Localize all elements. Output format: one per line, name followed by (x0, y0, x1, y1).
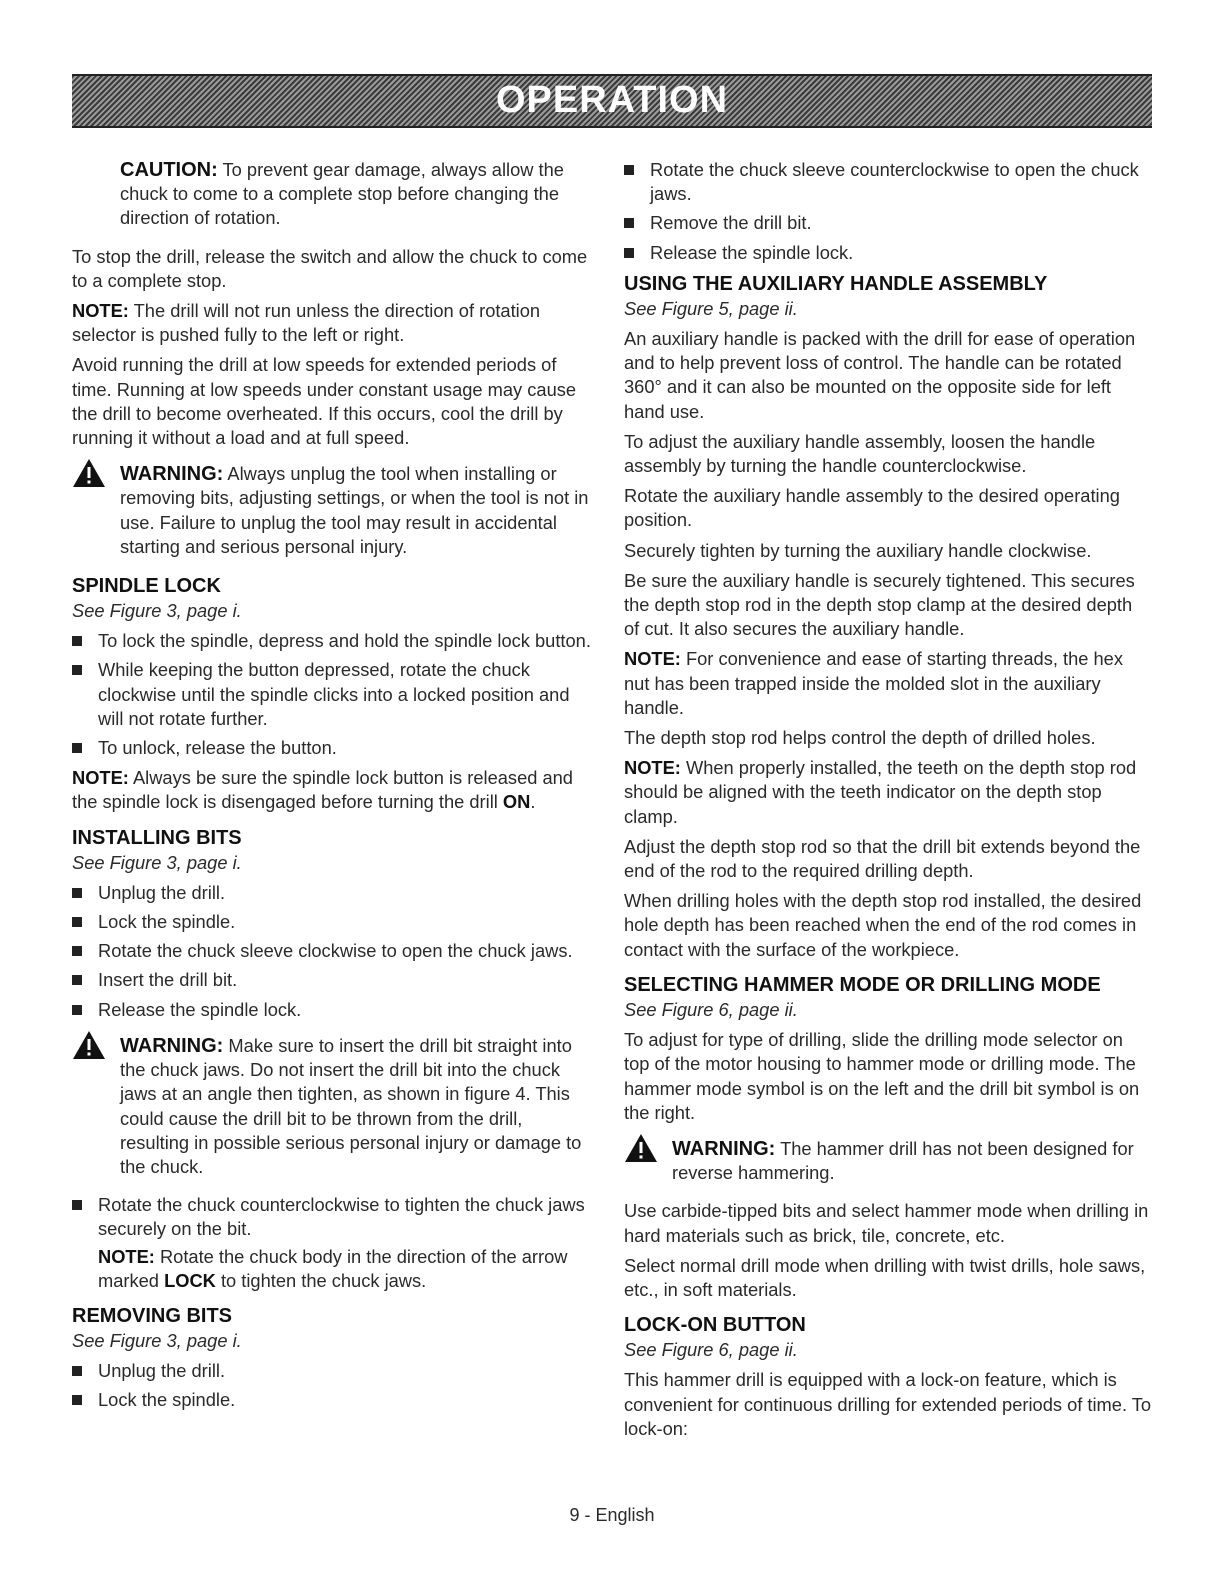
warning-label: WARNING: (120, 463, 224, 486)
right-column (624, 158, 1152, 1447)
figure-reference: See Figure 6, page ii. (624, 1339, 798, 1361)
figure-reference: See Figure 3, page i. (72, 851, 242, 873)
on-label: ON (502, 791, 531, 813)
warning-block (72, 1034, 592, 1179)
section-banner (72, 74, 1152, 128)
section-heading: SPINDLE LOCK (72, 575, 221, 598)
note-block (72, 1245, 592, 1293)
note-text: Rotate the chuck body in the direction of the arrow marked (98, 1245, 568, 1291)
list-item: Release the spindle lock. (624, 241, 1152, 265)
paragraph: When drilling holes with the depth stop rod installed, the desired hole depth has been reached when the end of the rod comes in contact with the surface of the workpiece. (624, 890, 1142, 960)
caution-block (72, 158, 592, 231)
paragraph: Securely tighten by turning the auxiliary handle clockwise. (624, 539, 1092, 561)
list-item: Lock the spindle. (72, 910, 592, 934)
warning-text: Always unplug the tool when installing or removing bits, adjusting settings, or when the tool is not in use. Failure to unplug the tool may result in accidental starting and serious personal injury. (120, 463, 589, 557)
paragraph: Be sure the auxiliary handle is securely tightened. This secures the depth stop rod in the depth stop clamp at the desired depth of cut. It also secures the auxiliary handle. (624, 569, 1135, 640)
note-label: NOTE: (72, 767, 129, 789)
list-item: Release the spindle lock. (72, 998, 592, 1022)
warning-text: The hammer drill has not been designed for reverse hammering. (672, 1137, 1134, 1184)
note-text: Always be sure the spindle lock button is released and the spindle lock is disengaged before turning the drill (72, 767, 573, 813)
paragraph: To adjust the auxiliary handle assembly, loosen the handle assembly by turning the handle counterclockwise. (624, 430, 1096, 477)
list-item: Remove the drill bit. (624, 211, 1152, 235)
lock-label: LOCK (164, 1269, 216, 1291)
note-block (72, 299, 592, 347)
left-column (72, 158, 592, 1419)
warning-triangle-icon (72, 1030, 106, 1060)
list-item: Lock the spindle. (72, 1388, 592, 1412)
note-label: NOTE: (624, 648, 681, 670)
bullet-list (72, 1193, 592, 1241)
page-footer: 9 - English (569, 1505, 655, 1525)
warning-block (624, 1137, 1152, 1185)
bullet-list (72, 1359, 592, 1412)
paragraph: This hammer drill is equipped with a lock-on feature, which is convenient for continuous drilling for extended periods of time. To lock-on: (624, 1369, 1152, 1439)
section-heading: LOCK-ON BUTTON (624, 1314, 806, 1337)
paragraph: Rotate the auxiliary handle assembly to the desired operating position. (624, 485, 1120, 531)
figure-reference: See Figure 3, page i. (72, 600, 242, 622)
warning-block (72, 462, 592, 559)
paragraph: Avoid running the drill at low speeds for extended periods of time. Running at low speeds under constant usage may cause the drill to become overheated. If this occurs, cool the drill by running it without a load and at full speed. (72, 354, 577, 449)
warning-text: Make sure to insert the drill bit straight into the chuck jaws. Do not insert the drill bit into the chuck jaws at an angle then tighten, as shown in figure 4. This could cause the drill bit to be thrown from the drill, resulting in possible serious personal injury or damage to the chuck. (120, 1034, 582, 1177)
warning-triangle-icon (624, 1133, 658, 1163)
section-heading: INSTALLING BITS (72, 826, 242, 849)
list-item: Rotate the chuck counterclockwise to tighten the chuck jaws securely on the bit. (72, 1193, 592, 1241)
warning-label: WARNING: (120, 1034, 224, 1057)
paragraph: The depth stop rod helps control the depth of drilled holes. (624, 727, 1096, 749)
note-text: to tighten the chuck jaws. (220, 1269, 427, 1291)
figure-reference: See Figure 3, page i. (72, 1329, 242, 1351)
list-item: Insert the drill bit. (72, 968, 592, 992)
note-text: For convenience and ease of starting threads, the hex nut has been trapped inside the molded slot in the auxiliary handle. (624, 648, 1123, 718)
note-text: When properly installed, the teeth on the depth stop rod should be aligned with the teeth indicator on the depth stop clamp. (624, 757, 1137, 827)
paragraph: An auxiliary handle is packed with the drill for ease of operation and to help prevent loss of control. The handle can be rotated 360° and it can also be mounted on the opposite side for left hand use. (624, 328, 1136, 422)
list-item: Rotate the chuck sleeve clockwise to open the chuck jaws. (72, 939, 592, 963)
note-block (72, 766, 592, 814)
list-item: To unlock, release the button. (72, 736, 592, 760)
figure-reference: See Figure 5, page ii. (624, 297, 798, 319)
paragraph: To adjust for type of drilling, slide the drilling mode selector on top of the motor housing to hammer mode or drilling mode. The hammer mode symbol is on the left and the drill bit symbol is on the right. (624, 1029, 1140, 1123)
note-label: NOTE: (72, 300, 129, 322)
bullet-list (624, 158, 1152, 265)
caution-text: To prevent gear damage, always allow the chuck to come to a complete stop before changing the direction of rotation. (120, 159, 564, 229)
note-label: NOTE: (624, 757, 681, 779)
section-heading: USING THE AUXILIARY HANDLE ASSEMBLY (624, 272, 1048, 295)
list-item: Unplug the drill. (72, 1359, 592, 1383)
caution-label: CAUTION: (120, 159, 218, 181)
note-label: NOTE: (98, 1245, 155, 1267)
section-title: OPERATION (495, 79, 729, 121)
note-end: . (530, 791, 536, 813)
paragraph: Adjust the depth stop rod so that the drill bit extends beyond the end of the rod to the required drilling depth. (624, 835, 1141, 882)
list-item: Rotate the chuck sleeve counterclockwise to open the chuck jaws. (624, 158, 1152, 206)
paragraph: Select normal drill mode when drilling with twist drills, hole saws, etc., in soft materials. (624, 1254, 1146, 1300)
bullet-list (72, 629, 592, 760)
note-block (624, 647, 1152, 720)
paragraph: To stop the drill, release the switch and allow the chuck to come to a complete stop. (72, 245, 588, 291)
list-item: While keeping the button depressed, rotate the chuck clockwise until the spindle clicks into a locked position and will not rotate further. (72, 658, 592, 731)
figure-reference: See Figure 6, page ii. (624, 998, 798, 1020)
section-heading: SELECTING HAMMER MODE OR DRILLING MODE (624, 973, 1101, 996)
warning-label: WARNING: (672, 1137, 776, 1160)
warning-triangle-icon (72, 458, 106, 488)
paragraph: Use carbide-tipped bits and select hammer mode when drilling in hard materials such as brick, tile, concrete, etc. (624, 1200, 1149, 1246)
list-item: Unplug the drill. (72, 881, 592, 905)
bullet-list (72, 881, 592, 1022)
list-item: To lock the spindle, depress and hold the spindle lock button. (72, 629, 592, 653)
section-heading: REMOVING BITS (72, 1304, 233, 1327)
note-text: The drill will not run unless the direction of rotation selector is pushed fully to the left or right. (72, 300, 541, 346)
note-block (624, 756, 1152, 829)
